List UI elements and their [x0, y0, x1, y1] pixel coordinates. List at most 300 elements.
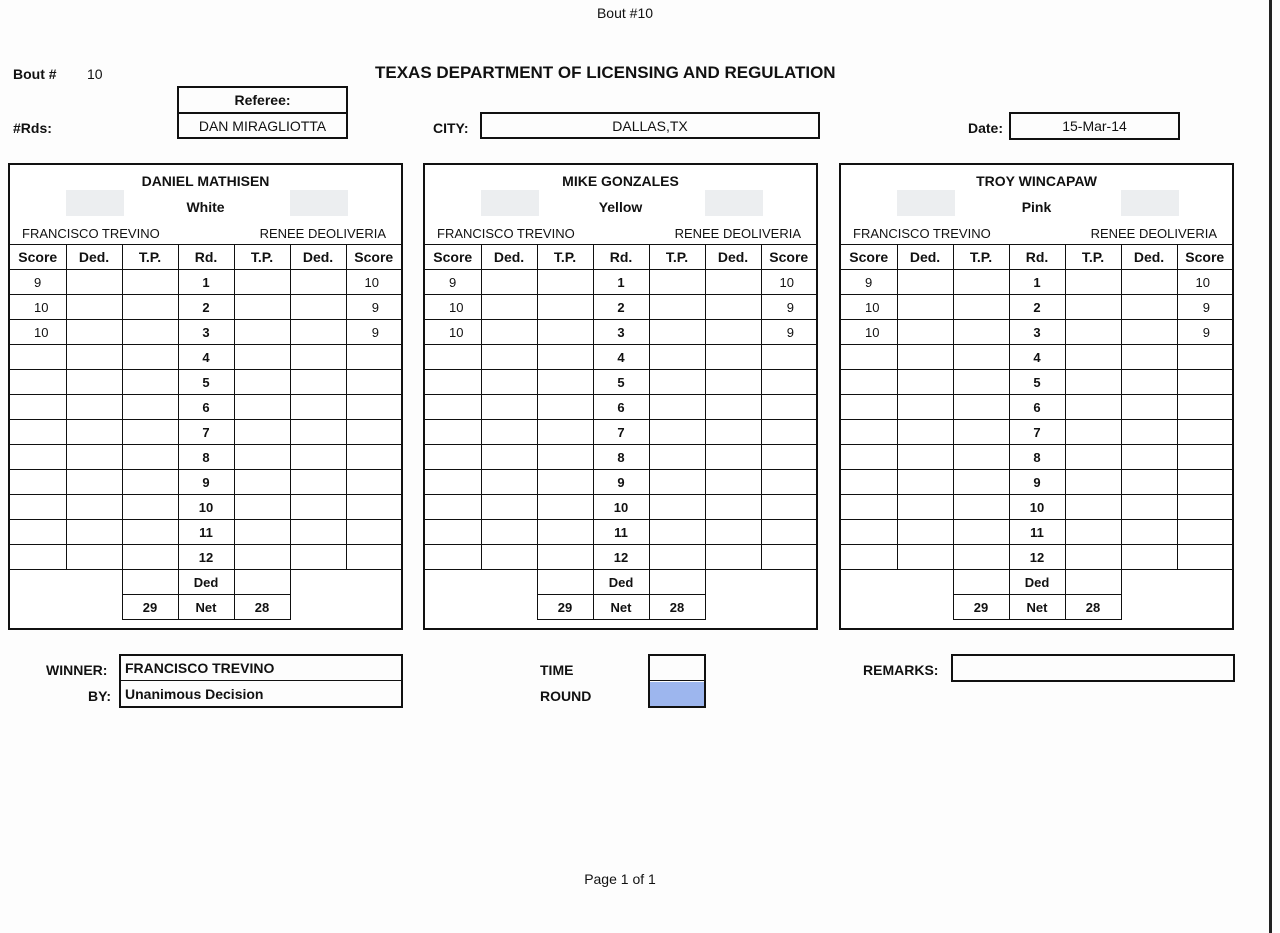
blank-cell [1121, 445, 1177, 470]
blank-cell [841, 570, 897, 595]
blank-cell [122, 295, 178, 320]
blank-cell [66, 395, 122, 420]
left-score-cell [425, 520, 481, 545]
left-score-cell [10, 520, 66, 545]
net-label: Net [593, 595, 649, 620]
blank-cell [897, 470, 953, 495]
table-row [10, 345, 401, 370]
column-header: Score [1177, 245, 1232, 270]
blank-cell [481, 595, 537, 620]
table-row [10, 445, 401, 470]
column-header: Score [10, 245, 66, 270]
blank-cell [425, 570, 481, 595]
remarks-label: REMARKS: [863, 662, 939, 678]
net-label: Net [1009, 595, 1065, 620]
blank-cell [537, 545, 593, 570]
blank-cell [481, 545, 537, 570]
right-score-cell [1177, 345, 1232, 370]
table-row [425, 320, 816, 345]
left-score-cell [425, 495, 481, 520]
blank-cell [234, 570, 290, 595]
blank-cell [66, 595, 122, 620]
blank-cell [705, 545, 761, 570]
right-score-cell [346, 445, 401, 470]
blank-cell [1121, 320, 1177, 345]
blank-cell [122, 470, 178, 495]
blank-cell [649, 395, 705, 420]
right-score-cell [346, 345, 401, 370]
blank-cell [537, 495, 593, 520]
blank-cell [649, 445, 705, 470]
blank-cell [761, 570, 816, 595]
column-header: T.P. [537, 245, 593, 270]
blank-cell [66, 345, 122, 370]
right-total: 28 [234, 595, 290, 620]
blank-cell [481, 295, 537, 320]
round-number: 11 [593, 520, 649, 545]
blank-cell [290, 320, 346, 345]
blank-cell [290, 420, 346, 445]
judge-name: MIKE GONZALES [562, 173, 679, 189]
left-score-cell [841, 545, 897, 570]
blank-cell [122, 420, 178, 445]
blank-cell [705, 295, 761, 320]
blank-cell [1177, 570, 1232, 595]
scan-edge [1269, 0, 1272, 933]
blank-cell [234, 370, 290, 395]
left-score-cell [425, 470, 481, 495]
blank-cell [66, 370, 122, 395]
right-score-cell [761, 445, 816, 470]
blank-cell [290, 345, 346, 370]
column-header: Rd. [593, 245, 649, 270]
blank-cell [537, 470, 593, 495]
column-header: Ded. [481, 245, 537, 270]
blank-cell [1177, 595, 1232, 620]
blank-cell [537, 270, 593, 295]
left-score-cell: 10 [425, 320, 481, 345]
right-score-cell: 9 [761, 320, 816, 345]
left-score-cell [10, 370, 66, 395]
blank-cell [953, 320, 1009, 345]
blank-cell [841, 595, 897, 620]
table-row [10, 270, 401, 295]
city-value: DALLAS,TX [480, 112, 820, 139]
blank-cell [1121, 395, 1177, 420]
right-score-cell: 9 [346, 295, 401, 320]
blank-cell [1065, 445, 1121, 470]
blank-cell [537, 370, 593, 395]
blank-cell [234, 445, 290, 470]
right-score-cell [1177, 495, 1232, 520]
ded-label: Ded [1009, 570, 1065, 595]
blank-cell [953, 420, 1009, 445]
blank-cell [705, 370, 761, 395]
blank-cell [234, 520, 290, 545]
right-score-cell [346, 495, 401, 520]
table-row [425, 495, 816, 520]
blank-cell [1065, 470, 1121, 495]
column-header: T.P. [1065, 245, 1121, 270]
blank-cell [705, 345, 761, 370]
blank-cell [649, 495, 705, 520]
right-score-cell [1177, 370, 1232, 395]
blank-cell [953, 545, 1009, 570]
column-header: Ded. [1121, 245, 1177, 270]
blank-cell [10, 595, 66, 620]
blank-cell [705, 570, 761, 595]
blank-cell [1065, 345, 1121, 370]
blank-cell [481, 520, 537, 545]
scorecard-2 [423, 163, 818, 630]
blank-cell [122, 345, 178, 370]
column-header: Score [425, 245, 481, 270]
right-score-cell [346, 520, 401, 545]
left-score-cell [10, 395, 66, 420]
table-row [425, 470, 816, 495]
scorecard-1 [8, 163, 403, 630]
right-score-cell [761, 345, 816, 370]
page-footer: Page 1 of 1 [584, 871, 656, 887]
round-number: 9 [593, 470, 649, 495]
right-score-cell: 10 [761, 270, 816, 295]
time-label: TIME [540, 662, 574, 678]
table-row [841, 320, 1232, 345]
blank-cell [705, 445, 761, 470]
blank-cell [1065, 545, 1121, 570]
blank-cell [897, 420, 953, 445]
round-cell [650, 682, 704, 706]
blank-cell [953, 445, 1009, 470]
table-row [841, 295, 1232, 320]
blank-cell [1065, 370, 1121, 395]
left-score-cell: 9 [425, 270, 481, 295]
table-row [841, 495, 1232, 520]
blank-cell [290, 270, 346, 295]
score-table [10, 244, 401, 620]
blank-cell [897, 295, 953, 320]
table-row [10, 420, 401, 445]
column-header: Ded. [897, 245, 953, 270]
round-number: 1 [1009, 270, 1065, 295]
round-number: 9 [178, 470, 234, 495]
blank-cell [1065, 320, 1121, 345]
left-score-cell [425, 395, 481, 420]
round-number: 5 [593, 370, 649, 395]
blank-cell [897, 395, 953, 420]
corner-color: White [186, 199, 225, 215]
blank-cell [649, 470, 705, 495]
left-score-cell [10, 445, 66, 470]
page-header: Bout #10 [596, 5, 654, 21]
corner-color: Pink [1021, 199, 1052, 215]
blank-cell [122, 495, 178, 520]
blank-cell [1065, 295, 1121, 320]
right-score-cell: 10 [1177, 270, 1232, 295]
blank-cell [290, 570, 346, 595]
table-row [425, 270, 816, 295]
right-score-cell [346, 470, 401, 495]
blank-cell [481, 470, 537, 495]
left-score-cell [10, 495, 66, 520]
round-number: 8 [178, 445, 234, 470]
ded-label: Ded [178, 570, 234, 595]
table-row [841, 270, 1232, 295]
column-header: T.P. [234, 245, 290, 270]
blank-cell [897, 545, 953, 570]
left-score-cell [10, 420, 66, 445]
table-row [841, 520, 1232, 545]
blank-cell [1121, 595, 1177, 620]
round-number: 12 [1009, 545, 1065, 570]
blank-cell [122, 570, 178, 595]
blank-cell [897, 595, 953, 620]
blank-cell [122, 270, 178, 295]
blank-cell [346, 595, 401, 620]
blank-cell [234, 470, 290, 495]
right-score-cell [761, 545, 816, 570]
left-score-cell [425, 345, 481, 370]
table-row [841, 470, 1232, 495]
round-number: 6 [593, 395, 649, 420]
table-row [10, 495, 401, 520]
table-row [10, 520, 401, 545]
blank-cell [234, 270, 290, 295]
column-header: T.P. [122, 245, 178, 270]
blank-cell [649, 570, 705, 595]
table-row [425, 395, 816, 420]
blank-cell [1065, 420, 1121, 445]
blank-cell [1065, 570, 1121, 595]
blank-cell [705, 470, 761, 495]
blank-cell [290, 520, 346, 545]
round-number: 2 [178, 295, 234, 320]
blank-cell [537, 445, 593, 470]
round-number: 12 [178, 545, 234, 570]
blank-cell [234, 345, 290, 370]
blank-cell [897, 320, 953, 345]
left-score-cell: 10 [10, 320, 66, 345]
right-score-cell: 9 [1177, 295, 1232, 320]
table-row [425, 345, 816, 370]
blank-cell [953, 295, 1009, 320]
right-score-cell [346, 395, 401, 420]
blank-cell [346, 570, 401, 595]
blank-cell [66, 320, 122, 345]
blank-cell [481, 395, 537, 420]
blank-cell [705, 520, 761, 545]
blank-cell [66, 420, 122, 445]
round-number: 3 [1009, 320, 1065, 345]
round-number: 8 [1009, 445, 1065, 470]
blank-cell [897, 445, 953, 470]
blank-cell [66, 570, 122, 595]
table-row [841, 445, 1232, 470]
blank-cell [897, 570, 953, 595]
blank-cell [705, 495, 761, 520]
table-row [841, 345, 1232, 370]
table-row [841, 420, 1232, 445]
round-number: 3 [593, 320, 649, 345]
blank-cell [537, 520, 593, 545]
blank-cell [1121, 545, 1177, 570]
blank-cell [537, 320, 593, 345]
blank-cell [537, 420, 593, 445]
left-score-cell: 10 [10, 295, 66, 320]
blank-cell [122, 395, 178, 420]
column-header: T.P. [649, 245, 705, 270]
blank-cell [234, 395, 290, 420]
table-row [841, 545, 1232, 570]
blank-cell [953, 395, 1009, 420]
blank-cell [425, 595, 481, 620]
blank-cell [1121, 470, 1177, 495]
blank-cell [1065, 520, 1121, 545]
table-row [10, 395, 401, 420]
blank-cell [649, 420, 705, 445]
right-score-cell [761, 495, 816, 520]
blank-cell [1121, 345, 1177, 370]
blank-cell [290, 470, 346, 495]
right-score-cell [346, 370, 401, 395]
corner-color: Yellow [598, 199, 643, 215]
right-score-cell: 9 [1177, 320, 1232, 345]
right-score-cell: 9 [346, 320, 401, 345]
scorecard-3 [839, 163, 1234, 630]
left-score-cell [841, 370, 897, 395]
left-score-cell [425, 545, 481, 570]
round-number: 6 [178, 395, 234, 420]
blank-cell [1121, 420, 1177, 445]
left-score-cell: 10 [841, 320, 897, 345]
left-score-cell [841, 470, 897, 495]
round-number: 7 [593, 420, 649, 445]
blank-cell [66, 295, 122, 320]
round-number: 10 [593, 495, 649, 520]
remarks-box [951, 654, 1235, 682]
right-score-cell [1177, 420, 1232, 445]
blank-cell [66, 545, 122, 570]
round-number: 4 [1009, 345, 1065, 370]
left-score-cell [841, 445, 897, 470]
left-score-cell [10, 345, 66, 370]
right-fighter-name: RENEE DEOLIVERIA [1090, 226, 1217, 241]
left-total: 29 [122, 595, 178, 620]
right-fighter-name: RENEE DEOLIVERIA [674, 226, 801, 241]
table-row [10, 545, 401, 570]
blank-cell [953, 495, 1009, 520]
right-score-cell [761, 370, 816, 395]
right-fighter-name: RENEE DEOLIVERIA [259, 226, 386, 241]
left-fighter-name: FRANCISCO TREVINO [437, 226, 575, 241]
right-score-cell [761, 520, 816, 545]
left-fighter-name: FRANCISCO TREVINO [853, 226, 991, 241]
left-score-cell: 9 [10, 270, 66, 295]
blank-cell [953, 370, 1009, 395]
date-value: 15-Mar-14 [1009, 112, 1180, 140]
blank-cell [897, 370, 953, 395]
blank-cell [122, 545, 178, 570]
blank-cell [10, 570, 66, 595]
blank-cell [481, 445, 537, 470]
rounds-label: #Rds: [13, 120, 52, 136]
blank-cell [290, 395, 346, 420]
blank-cell [953, 470, 1009, 495]
left-total: 29 [953, 595, 1009, 620]
date-label: Date: [968, 120, 1004, 136]
blank-cell [290, 295, 346, 320]
blank-cell [705, 270, 761, 295]
column-header: Ded. [66, 245, 122, 270]
blank-cell [481, 345, 537, 370]
blank-cell [234, 495, 290, 520]
right-score-cell [1177, 470, 1232, 495]
winner-label: WINNER: [46, 662, 108, 678]
round-number: 4 [593, 345, 649, 370]
round-number: 2 [593, 295, 649, 320]
time-round-box [648, 654, 706, 708]
left-score-cell [841, 495, 897, 520]
table-row [425, 295, 816, 320]
referee-name: DAN MIRAGLIOTTA [177, 112, 348, 139]
table-row [425, 520, 816, 545]
left-score-cell: 9 [841, 270, 897, 295]
column-header: Score [761, 245, 816, 270]
blank-cell [1121, 520, 1177, 545]
table-row [425, 445, 816, 470]
blank-cell [649, 320, 705, 345]
city-label: CITY: [433, 120, 469, 136]
blank-cell [234, 420, 290, 445]
blank-cell [122, 445, 178, 470]
blank-cell [953, 570, 1009, 595]
by-label: BY: [88, 688, 112, 704]
round-number: 1 [178, 270, 234, 295]
winner-box [119, 654, 403, 708]
column-header: Ded. [705, 245, 761, 270]
blank-cell [537, 570, 593, 595]
net-label: Net [178, 595, 234, 620]
blank-cell [66, 495, 122, 520]
blank-cell [649, 520, 705, 545]
blank-cell [649, 345, 705, 370]
decision-value: Unanimous Decision [125, 686, 264, 702]
judge-name: DANIEL MATHISEN [141, 173, 270, 189]
blank-cell [1121, 295, 1177, 320]
round-number: 5 [1009, 370, 1065, 395]
left-score-cell [425, 420, 481, 445]
left-score-cell [10, 470, 66, 495]
column-header: Rd. [1009, 245, 1065, 270]
table-row [425, 370, 816, 395]
left-score-cell [841, 420, 897, 445]
table-row [841, 370, 1232, 395]
round-number: 12 [593, 545, 649, 570]
right-total: 28 [1065, 595, 1121, 620]
score-table [425, 244, 816, 620]
round-number: 10 [178, 495, 234, 520]
right-total: 28 [649, 595, 705, 620]
left-score-cell [10, 545, 66, 570]
right-score-cell [1177, 545, 1232, 570]
blank-cell [481, 495, 537, 520]
blank-cell [234, 545, 290, 570]
table-row [425, 545, 816, 570]
right-score-cell [1177, 520, 1232, 545]
blank-cell [481, 420, 537, 445]
round-label: ROUND [540, 688, 592, 704]
round-number: 11 [178, 520, 234, 545]
